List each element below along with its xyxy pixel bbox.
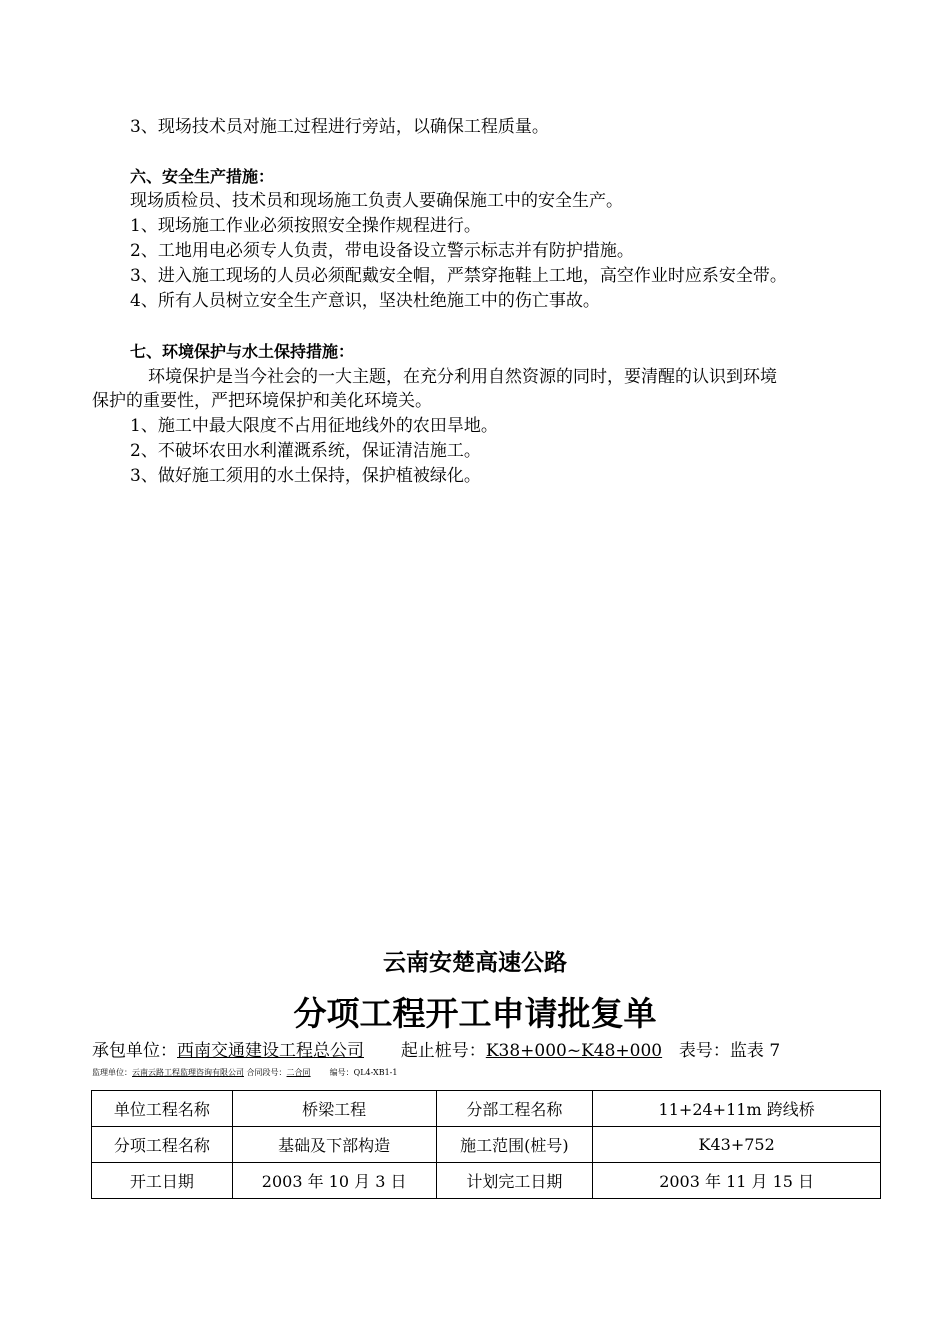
section-heading-safety: 六、安全生产措施：: [130, 167, 275, 186]
table-cell-label: 分项工程名称: [92, 1127, 233, 1163]
form-subtitle: 分项工程开工申请批复单: [293, 994, 657, 1033]
table-no-value: 监表 7: [729, 1041, 781, 1061]
table-cell-value: 基础及下部构造: [232, 1127, 436, 1163]
table-row: [92, 1127, 881, 1163]
table-cell-label: 计划完工日期: [436, 1163, 593, 1199]
paragraph-line: 保护的重要性，严把环境保护和美化环境关。: [92, 391, 432, 411]
code-value: QL4-XB1-1: [353, 1068, 398, 1077]
contract-value: 二合同: [286, 1068, 311, 1077]
table-cell-label: 开工日期: [92, 1163, 233, 1199]
table-cell-label: 单位工程名称: [92, 1091, 233, 1127]
paragraph-line: 3、现场技术员对施工过程进行旁站，以确保工程质量。: [130, 117, 549, 137]
paragraph-line: 3、做好施工须用的水土保持，保护植被绿化。: [130, 466, 481, 486]
table-row: [92, 1091, 881, 1127]
section-heading-environment: 七、环境保护与水土保持措施：: [130, 342, 355, 361]
contractor-value: 西南交通建设工程总公司: [177, 1041, 364, 1061]
paragraph-line: 1、现场施工作业必须按照安全操作规程进行。: [130, 216, 481, 236]
form-small-meta: [92, 1067, 397, 1078]
paragraph-line: 现场质检员、技术员和现场施工负责人要确保施工中的安全生产。: [130, 191, 623, 211]
paragraph-line: 2、不破坏农田水利灌溉系统，保证清洁施工。: [130, 441, 481, 461]
form-title: 云南安楚高速公路: [383, 950, 567, 976]
table-no-label: 表号：: [678, 1041, 730, 1061]
supervisor-label: 监理单位：: [92, 1068, 132, 1077]
paragraph-line: 4、所有人员树立安全生产意识，坚决杜绝施工中的伤亡事故。: [130, 291, 600, 311]
table-cell-label: 分部工程名称: [436, 1091, 593, 1127]
table-cell-value: 11+24+11m 跨线桥: [593, 1091, 881, 1127]
code-label: 编号：: [329, 1068, 354, 1077]
contractor-label: 承包单位：: [92, 1041, 177, 1061]
table-cell-value: K43+752: [593, 1127, 881, 1163]
table-cell-value: 2003 年 10 月 3 日: [232, 1163, 436, 1199]
table-cell-label: 施工范围(桩号): [436, 1127, 593, 1163]
form-meta-line: [92, 1036, 780, 1061]
paragraph-line: 环境保护是当今社会的一大主题，在充分利用自然资源的同时，要清醒的认识到环境: [148, 367, 777, 387]
table-cell-value: 桥梁工程: [232, 1091, 436, 1127]
stake-value: K38+000~K48+000: [485, 1041, 663, 1061]
table-cell-value: 2003 年 11 月 15 日: [593, 1163, 881, 1199]
paragraph-line: 3、进入施工现场的人员必须配戴安全帽，严禁穿拖鞋上工地，高空作业时应系安全带。: [130, 266, 787, 286]
supervisor-value: 云南云路工程监理咨询有限公司: [132, 1068, 244, 1077]
paragraph-line: 1、施工中最大限度不占用征地线外的农田旱地。: [130, 416, 498, 436]
paragraph-line: 2、工地用电必须专人负责，带电设备设立警示标志并有防护措施。: [130, 241, 634, 261]
approval-table: [91, 1090, 881, 1199]
stake-label: 起止桩号：: [400, 1041, 486, 1061]
table-row: [92, 1163, 881, 1199]
contract-label: 合同段号：: [246, 1068, 287, 1077]
